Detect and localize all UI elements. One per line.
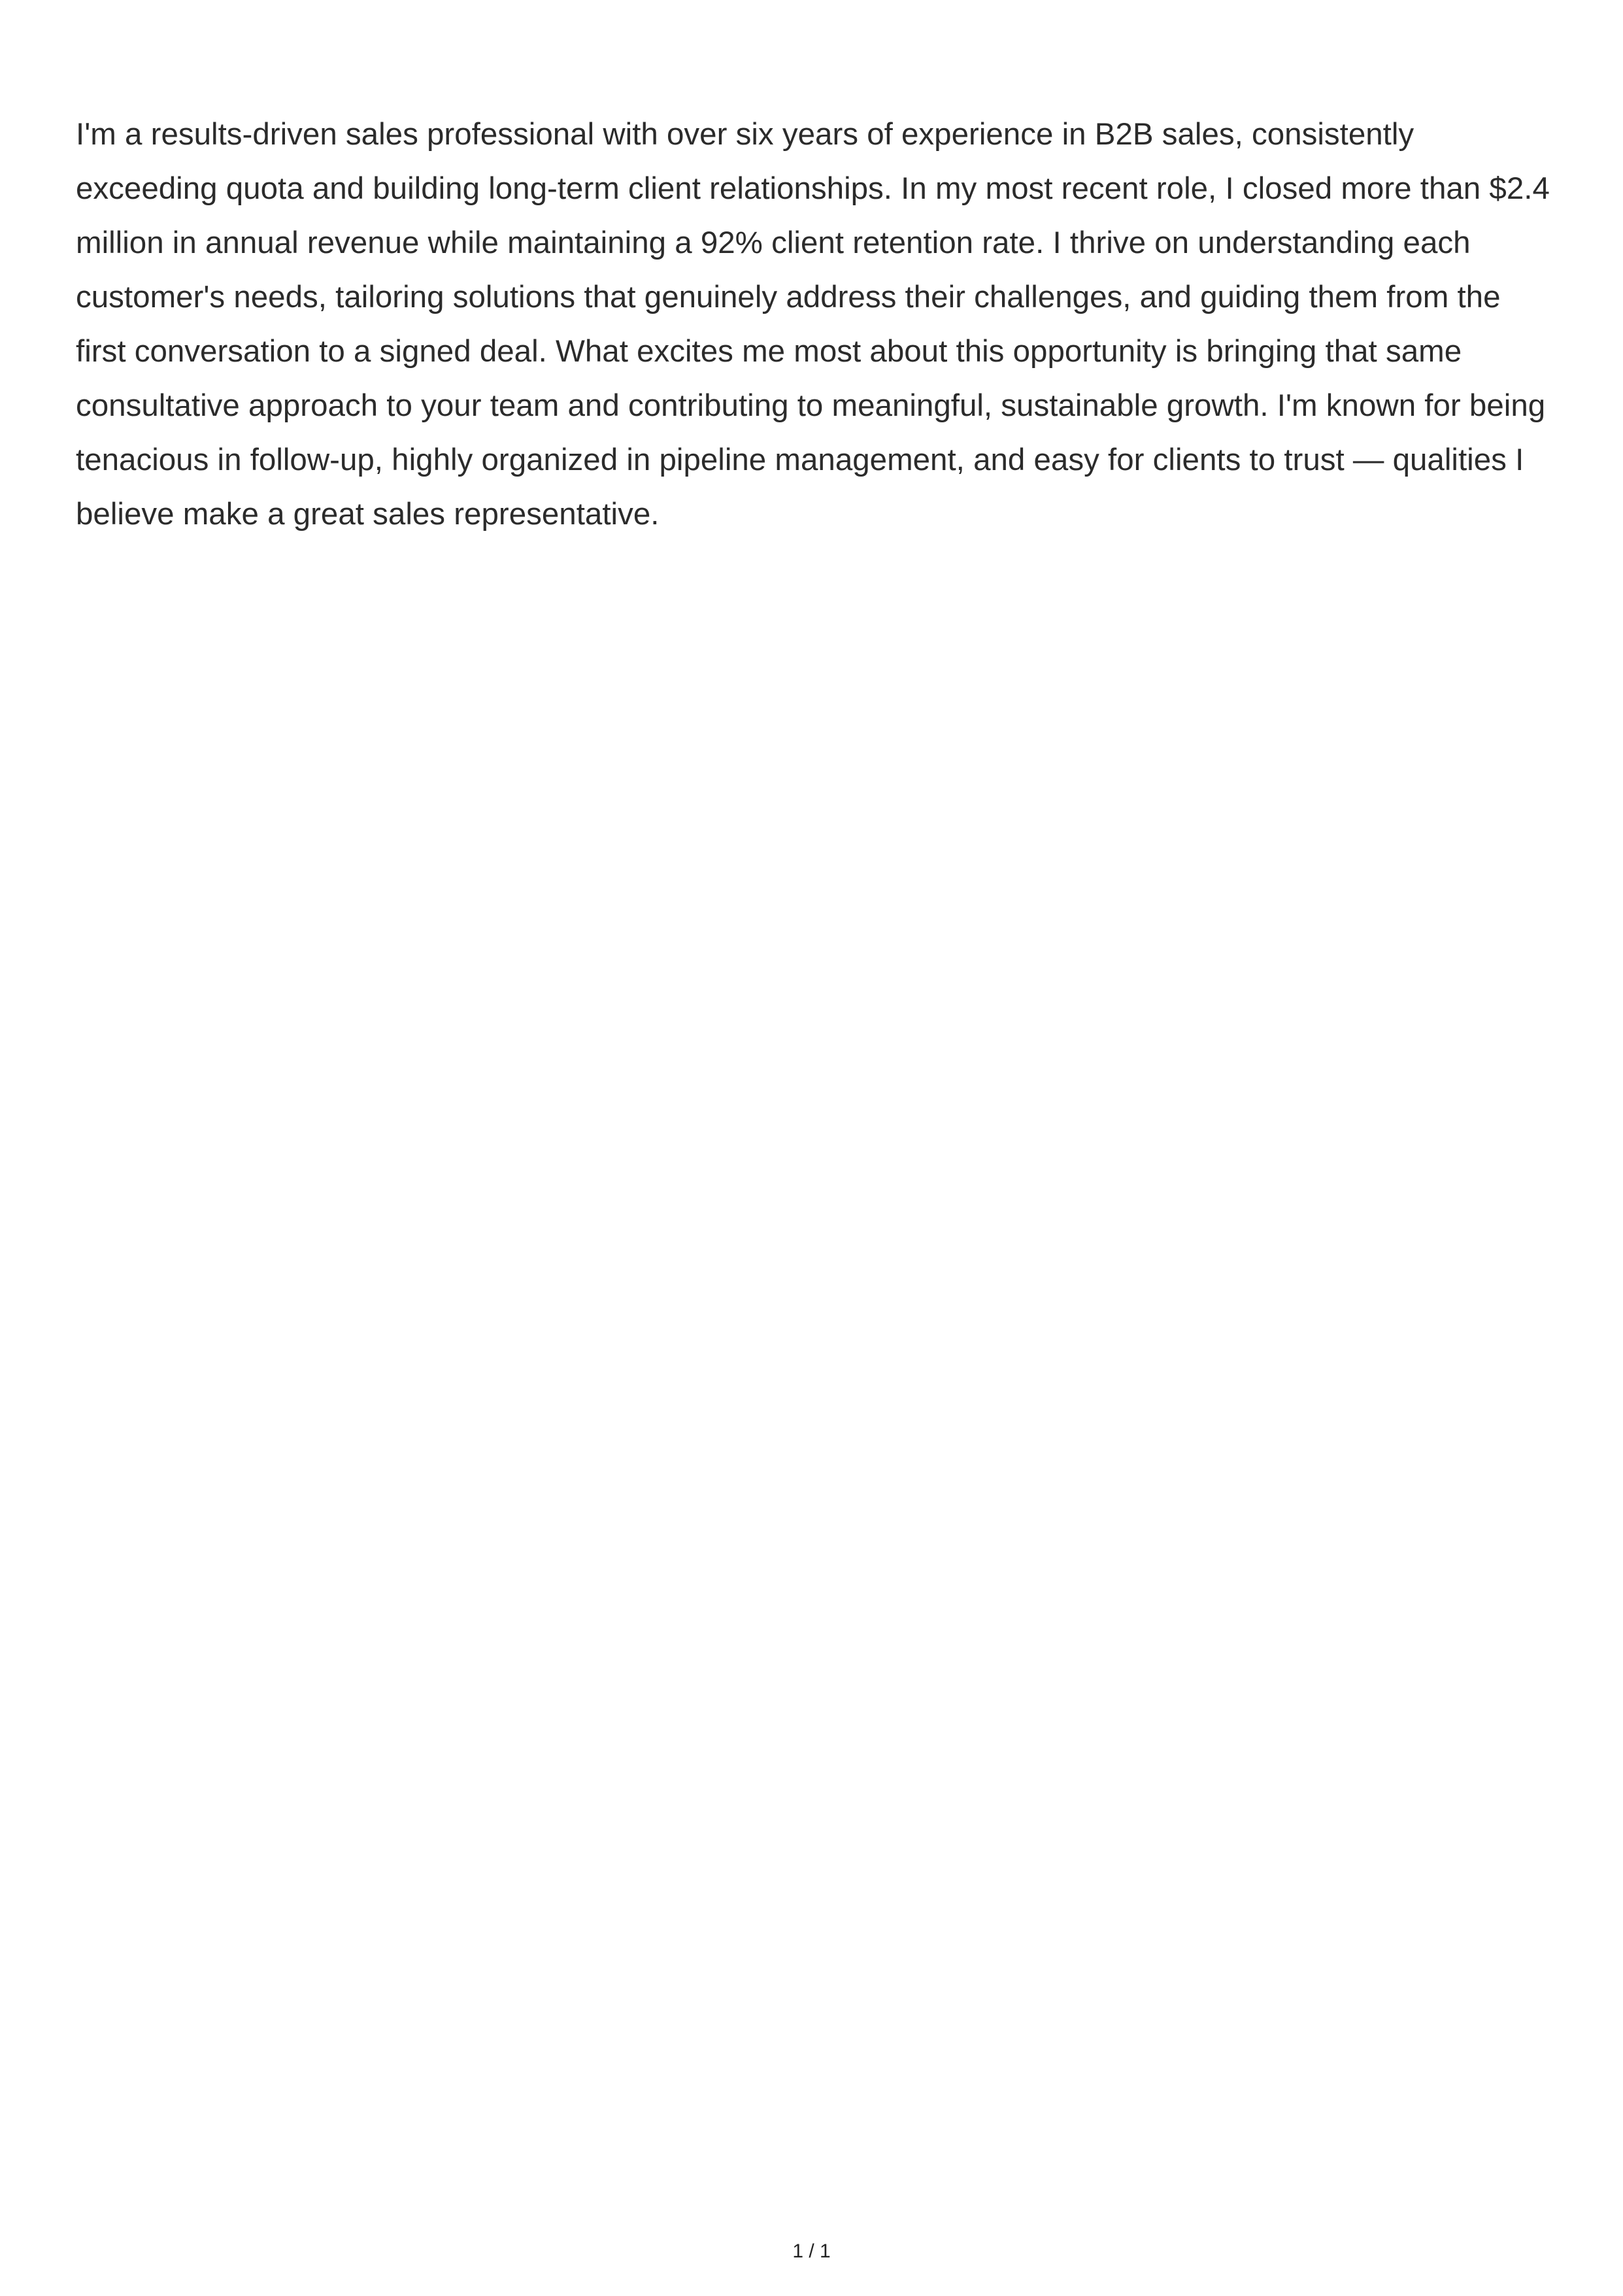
body-paragraph: I'm a results-driven sales professional with over six years of experience in B2B sales, consistently exceeding quota and building long-term client relationships. In my most recent role, I closed more than $2.4 million in annual revenue while maintaining a 92% client retention rate. I thrive on understanding each customer's needs, tailoring solutions that genuinely address their challenges, and guiding them from the first conversation to a signed deal. What excites me most about this opportunity is bringing that same consultative approach to your team and contributing to meaningful, sustainable growth. I'm known for being tenacious in follow-up, highly organized in pipeline management, and easy for clients to trust — qualities I believe make a great sales representative. [76, 117, 1550, 532]
page-number: 1 / 1 [792, 2240, 831, 2262]
